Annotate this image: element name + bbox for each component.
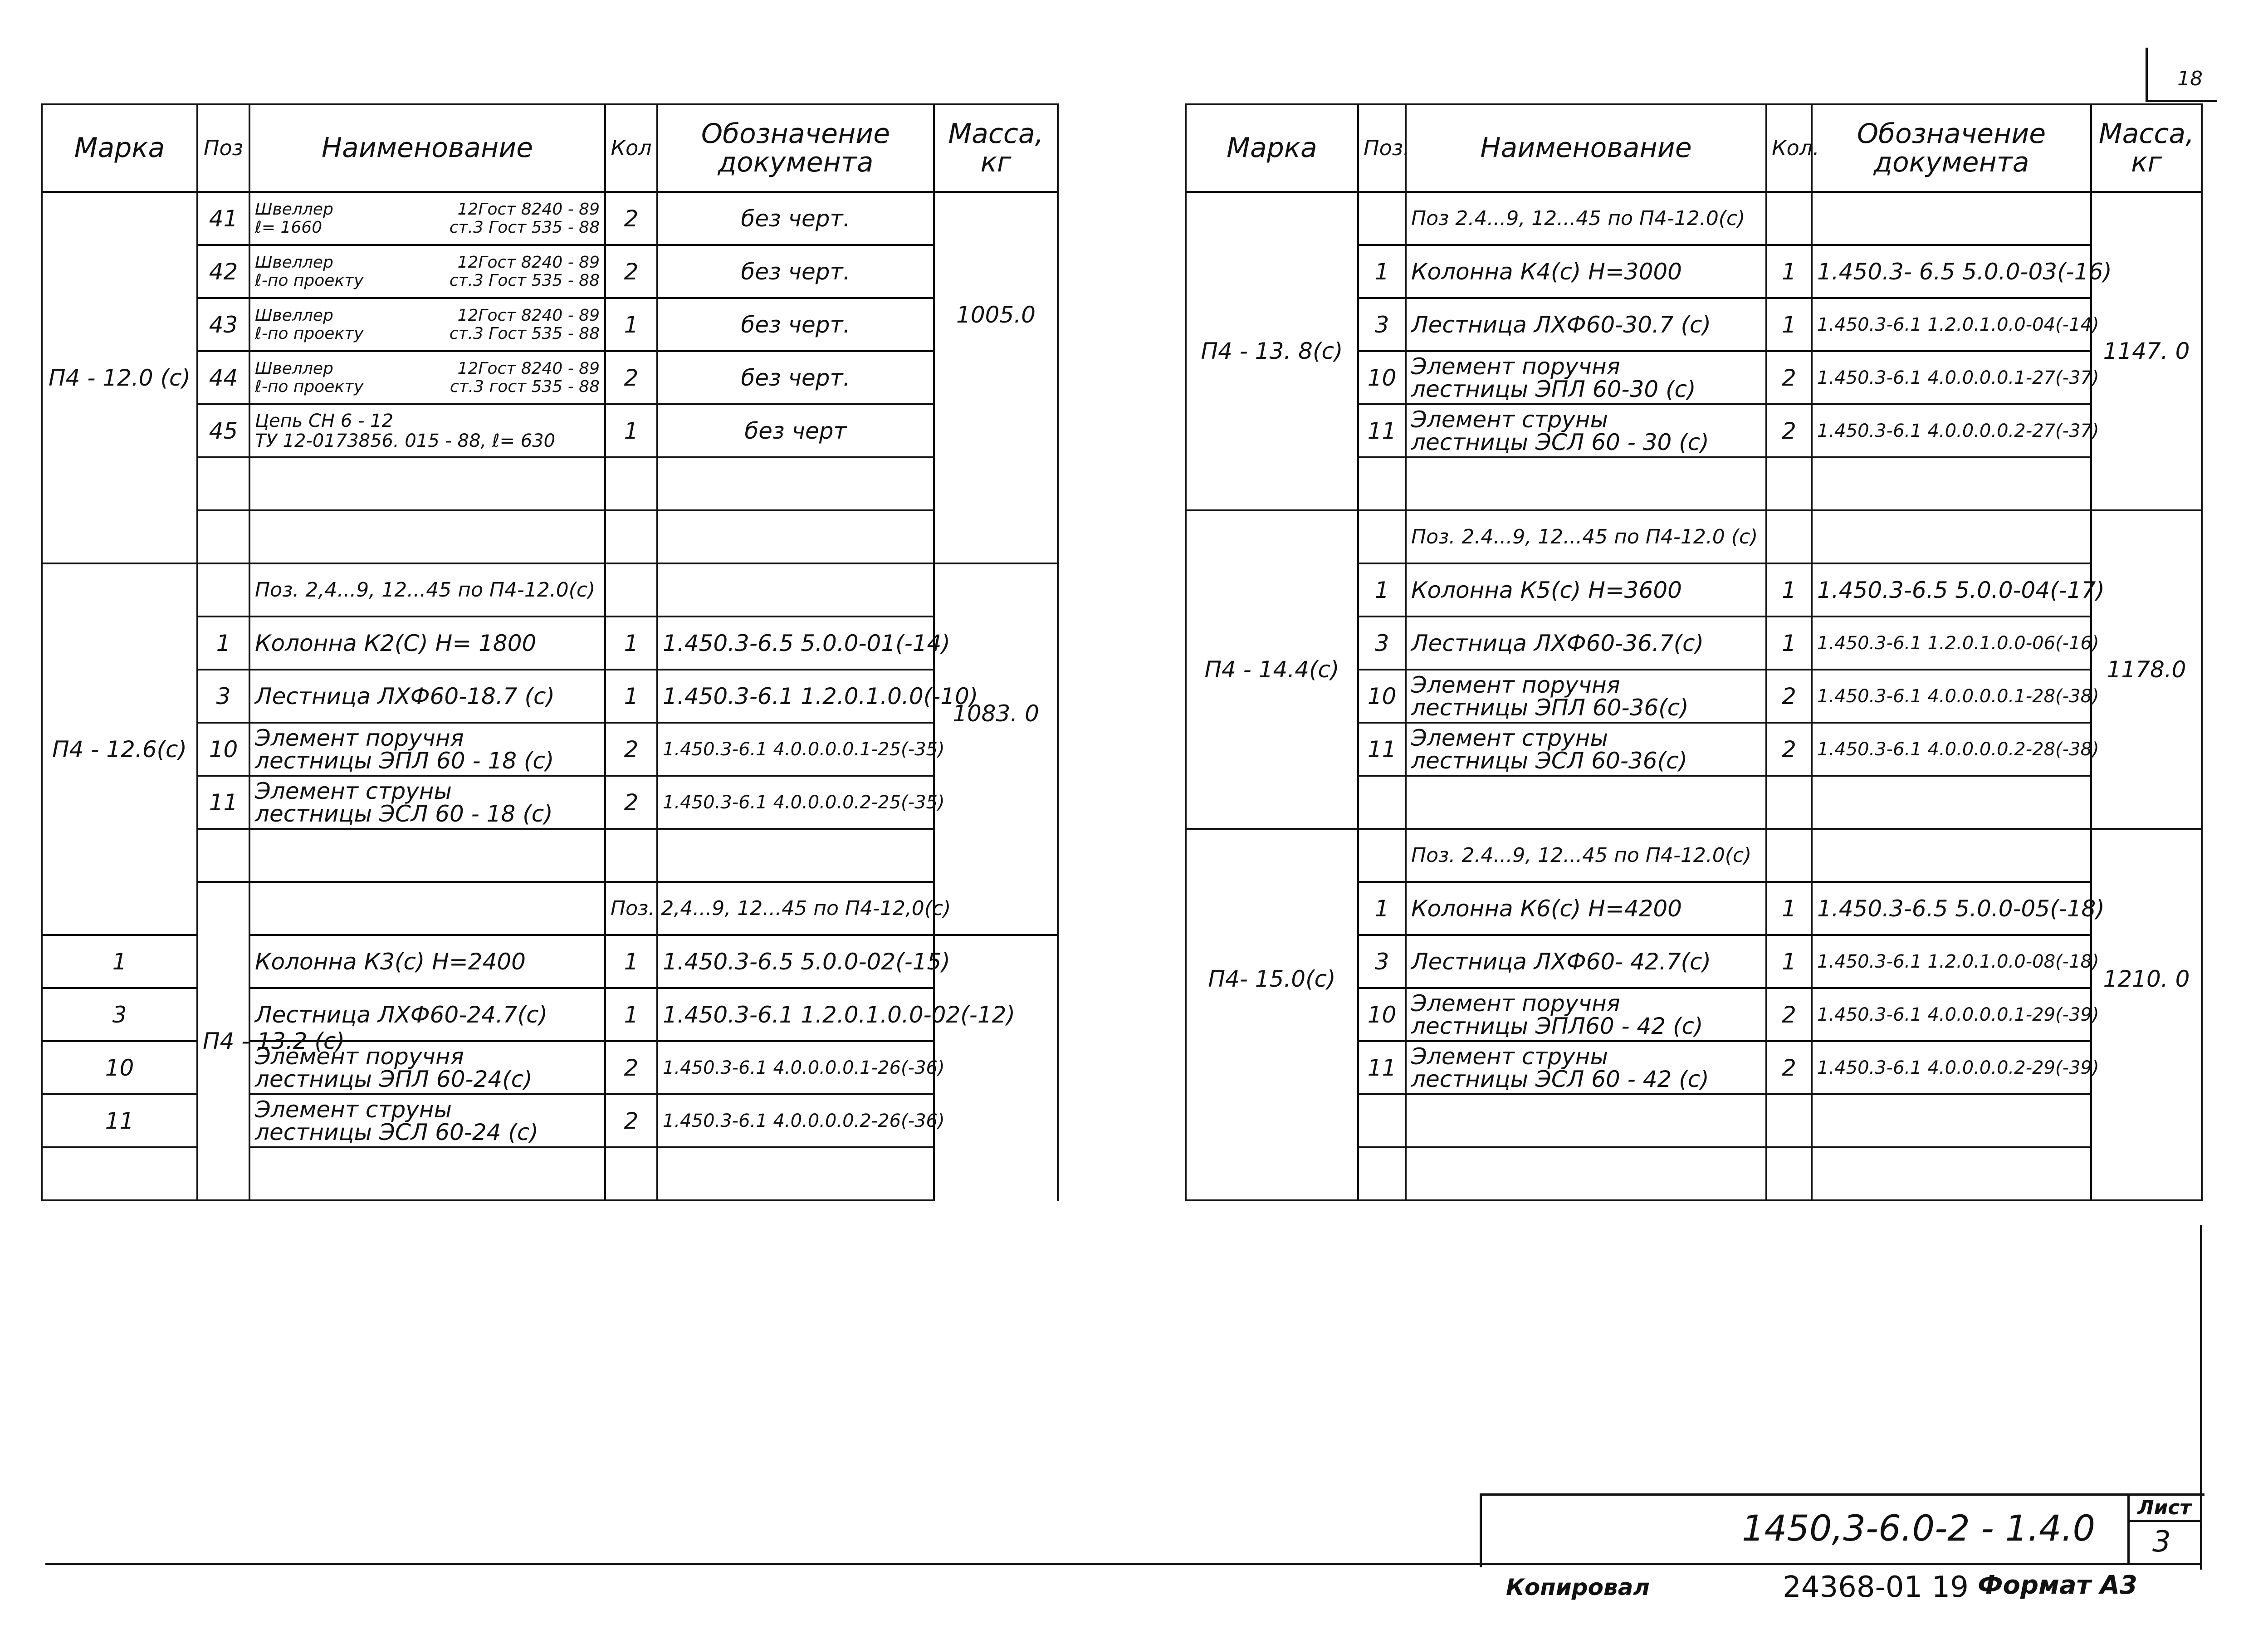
right-spec-table [1185,103,2203,1201]
name-cell: Колонна К4(с) Н=3000 [1406,245,1766,298]
sheet-box-divider [2127,1493,2130,1565]
name-cell: Элемент поручня лестницы ЭПЛ 60-36(с) [1406,670,1766,723]
mass-cell: 1083. 0 [934,563,1058,935]
doc-cell: 1.450.3-6.1 4.0.0.0.0.2-25(-35) [657,776,934,829]
poz-cell: 1 [1358,245,1406,298]
name-cell: Элемент поручня лестницы ЭПЛ60 - 42 (с) [1406,988,1766,1041]
kol-cell: 1 [1766,245,1812,298]
poz-cell: 11 [1358,1041,1406,1094]
mass-cell: 1178.0 [2091,510,2202,829]
poz-cell: 44 [197,351,249,404]
name-header: Наименование [249,104,605,192]
document-code: 1450,3-6.0-2 - 1.4.0 [1742,1508,2096,1549]
kol-cell: 2 [1766,988,1812,1041]
note-cell: Поз 2.4...9, 12...45 по П4-12.0(с) [1406,192,1766,245]
kol-cell: 1 [605,298,657,351]
doc-header: Обозначение документа [657,104,934,192]
doc-cell: 1.450.3-6.1 1.2.0.1.0.0(-10) [657,670,934,723]
doc-cell: 1.450.3-6.1 1.2.0.1.0.0-08(-18) [1812,935,2091,988]
name-cell: Швеллер 12Гост 8240 - 89 ℓ-по проекту ст.3 гост 535 - 88 [249,351,605,404]
doc-cell: без черт. [657,298,934,351]
poz-cell: 1 [1358,563,1406,617]
name-cell: Лестница ЛХФ60-24.7(с) [249,988,605,1041]
mass-cell: 1210. 0 [2091,829,2202,1200]
doc-cell: 1.450.3-6.1 4.0.0.0.0.1-29(-39) [1812,988,2091,1041]
doc-cell: 1.450.3-6.1 4.0.0.0.0.1-25(-35) [657,723,934,776]
name-cell: Элемент поручня лестницы ЭПЛ 60 - 18 (с) [249,723,605,776]
marka-cell: П4- 15.0(с) [1186,829,1358,1200]
kol-cell: 2 [1766,1041,1812,1094]
poz-cell: 41 [197,192,249,245]
poz-cell: 3 [1358,935,1406,988]
poz-cell: 3 [1358,617,1406,670]
poz-cell: 10 [1358,670,1406,723]
marka-cell: П4 - 13.2 (с) [197,882,249,1200]
poz-cell: 10 [42,1041,197,1094]
sheet-box-line [2127,1520,2202,1522]
inventory-number: 24368-01 19 [1783,1571,1969,1604]
doc-cell: 1.450.3-6.5 5.0.0-05(-18) [1812,882,2091,935]
mass-cell: 1005.0 [934,192,1058,563]
table-row [42,935,1058,988]
kol-header: Кол. [1766,104,1812,192]
doc-cell: без черт. [657,351,934,404]
sheet-number: 3 [2152,1525,2171,1559]
kol-cell: 2 [605,776,657,829]
table-row [1186,192,2202,245]
doc-cell: без черт. [657,192,934,245]
poz-cell: 11 [42,1094,197,1147]
kol-cell: 1 [1766,882,1812,935]
kol-cell: 2 [1766,670,1812,723]
doc-cell: 1.450.3-6.5 5.0.0-02(-15) [657,935,934,988]
name-cell: Лестница ЛХФ60-36.7(с) [1406,617,1766,670]
name-cell: Элемент струны лестницы ЭСЛ 60-36(с) [1406,723,1766,776]
copied-by-label: Копировал [1506,1574,1650,1600]
poz-cell: 10 [1358,988,1406,1041]
doc-cell: 1.450.3-6.1 4.0.0.0.0.2-26(-36) [657,1094,934,1147]
name-cell: Колонна К5(с) Н=3600 [1406,563,1766,617]
name-cell: Элемент струны лестницы ЭСЛ 60-24 (с) [249,1094,605,1147]
name-cell: Лестница ЛХФ60-30.7 (с) [1406,298,1766,351]
kol-cell: 1 [605,935,657,988]
kol-cell: 2 [1766,351,1812,404]
doc-cell: 1.450.3-6.1 1.2.0.1.0.0-06(-16) [1812,617,2091,670]
name-cell: Швеллер 12Гост 8240 - 89 ℓ-по проекту ст.3 Гост 535 - 88 [249,298,605,351]
table-row [42,563,1058,617]
doc-cell: 1.450.3-6.1 4.0.0.0.0.1-27(-37) [1812,351,2091,404]
name-cell: Элемент поручня лестницы ЭПЛ 60-24(с) [249,1041,605,1094]
kol-cell: 1 [1766,617,1812,670]
kol-cell: 1 [605,988,657,1041]
marka-cell: П4 - 12.0 (с) [42,192,197,563]
format-label: Формат А3 [1978,1571,2137,1600]
kol-cell: 1 [605,404,657,457]
table-row [42,1041,1058,1094]
marka-header: Марка [1186,104,1358,192]
name-cell: Элемент струны лестницы ЭСЛ 60 - 42 (с) [1406,1041,1766,1094]
kol-cell: 2 [605,1041,657,1094]
poz-cell: 3 [1358,298,1406,351]
table-row [42,988,1058,1041]
name-cell: Элемент струны лестницы ЭСЛ 60 - 18 (с) [249,776,605,829]
mass-header: Масса, кг [934,104,1058,192]
poz-cell: 11 [1358,723,1406,776]
poz-cell: 43 [197,298,249,351]
marka-header: Марка [42,104,197,192]
sheet-label: Лист [2137,1496,2191,1519]
name-header: Наименование [1406,104,1766,192]
page-number-line [2146,100,2217,102]
doc-cell: 1.450.3-6.1 1.2.0.1.0.0-04(-14) [1812,298,2091,351]
header-row [1186,104,2202,192]
poz-cell: 3 [197,670,249,723]
left-spec-table [41,103,1059,1201]
doc-cell: 1.450.3-6.5 5.0.0-01(-14) [657,617,934,670]
header-row [42,104,1058,192]
doc-cell: 1.450.3-6.1 4.0.0.0.0.2-29(-39) [1812,1041,2091,1094]
name-cell: Швеллер 12Гост 8240 - 89 ℓ-по проекту ст.3 Гост 535 - 88 [249,245,605,298]
kol-cell: 2 [605,1094,657,1147]
note-cell: Поз. 2,4...9, 12...45 по П4-12.0(с) [249,563,605,617]
kol-cell: 2 [605,245,657,298]
kol-cell: 2 [605,723,657,776]
doc-cell: 1.450.3-6.1 4.0.0.0.0.1-28(-38) [1812,670,2091,723]
note-cell: Поз. 2.4...9, 12...45 по П4-12.0(с) [1406,829,1766,882]
page-number: 18 [2177,67,2203,90]
doc-cell: без черт [657,404,934,457]
poz-cell: 11 [197,776,249,829]
mass-cell: 1147. 0 [2091,192,2202,510]
poz-cell: 1 [197,617,249,670]
doc-cell: 1.450.3-6.1 4.0.0.0.0.2-27(-37) [1812,404,2091,457]
kol-cell: 1 [1766,935,1812,988]
note-cell: Поз. 2,4...9, 12...45 по П4-12,0(с) [605,882,657,935]
table-row [1186,829,2202,882]
poz-header: Поз [197,104,249,192]
poz-header: Поз. [1358,104,1406,192]
name-cell: Колонна К3(с) Н=2400 [249,935,605,988]
poz-cell: 1 [42,935,197,988]
doc-header: Обозначение документа [1812,104,2091,192]
kol-cell: 1 [1766,298,1812,351]
name-cell: Цепь СН 6 - 12 ТУ 12-0173856. 015 - 88, ℓ= 630 [249,404,605,457]
name-cell: Лестница ЛХФ60- 42.7(с) [1406,935,1766,988]
poz-cell: 11 [1358,404,1406,457]
doc-cell: 1.450.3- 6.5 5.0.0-03(-16) [1812,245,2091,298]
table-row [1186,510,2202,563]
name-cell: Лестница ЛХФ60-18.7 (с) [249,670,605,723]
kol-cell: 2 [1766,723,1812,776]
name-cell: Элемент поручня лестницы ЭПЛ 60-30 (с) [1406,351,1766,404]
doc-cell: без черт. [657,245,934,298]
kol-cell: 2 [605,192,657,245]
poz-cell: 45 [197,404,249,457]
name-cell: Элемент струны лестницы ЭСЛ 60 - 30 (с) [1406,404,1766,457]
kol-cell: 1 [605,617,657,670]
name-cell: Швеллер 12Гост 8240 - 89 ℓ= 1660 ст.3 Гост 535 - 88 [249,192,605,245]
table-row [42,1147,1058,1200]
kol-cell: 2 [605,351,657,404]
marka-cell: П4 - 14.4(с) [1186,510,1358,829]
name-cell: Колонна К2(С) Н= 1800 [249,617,605,670]
kol-cell: 2 [1766,404,1812,457]
kol-cell: 1 [605,670,657,723]
note-cell: Поз. 2.4...9, 12...45 по П4-12.0 (с) [1406,510,1766,563]
table-row [42,1094,1058,1147]
poz-cell: 3 [42,988,197,1041]
kol-cell: 1 [1766,563,1812,617]
page-number-divider [2146,48,2148,102]
poz-cell: 10 [197,723,249,776]
poz-cell: 10 [1358,351,1406,404]
doc-cell: 1.450.3-6.1 4.0.0.0.0.1-26(-36) [657,1041,934,1094]
marka-cell: П4 - 13. 8(с) [1186,192,1358,510]
doc-cell: 1.450.3-6.1 1.2.0.1.0.0-02(-12) [657,988,934,1041]
marka-cell: П4 - 12.6(с) [42,563,197,935]
table-row [42,192,1058,245]
mass-header: Масса, кг [2091,104,2202,192]
poz-cell: 42 [197,245,249,298]
name-cell: Колонна К6(с) Н=4200 [1406,882,1766,935]
doc-cell: 1.450.3-6.5 5.0.0-04(-17) [1812,563,2091,617]
doc-cell: 1.450.3-6.1 4.0.0.0.0.2-28(-38) [1812,723,2091,776]
kol-header: Кол [605,104,657,192]
poz-cell: 1 [1358,882,1406,935]
